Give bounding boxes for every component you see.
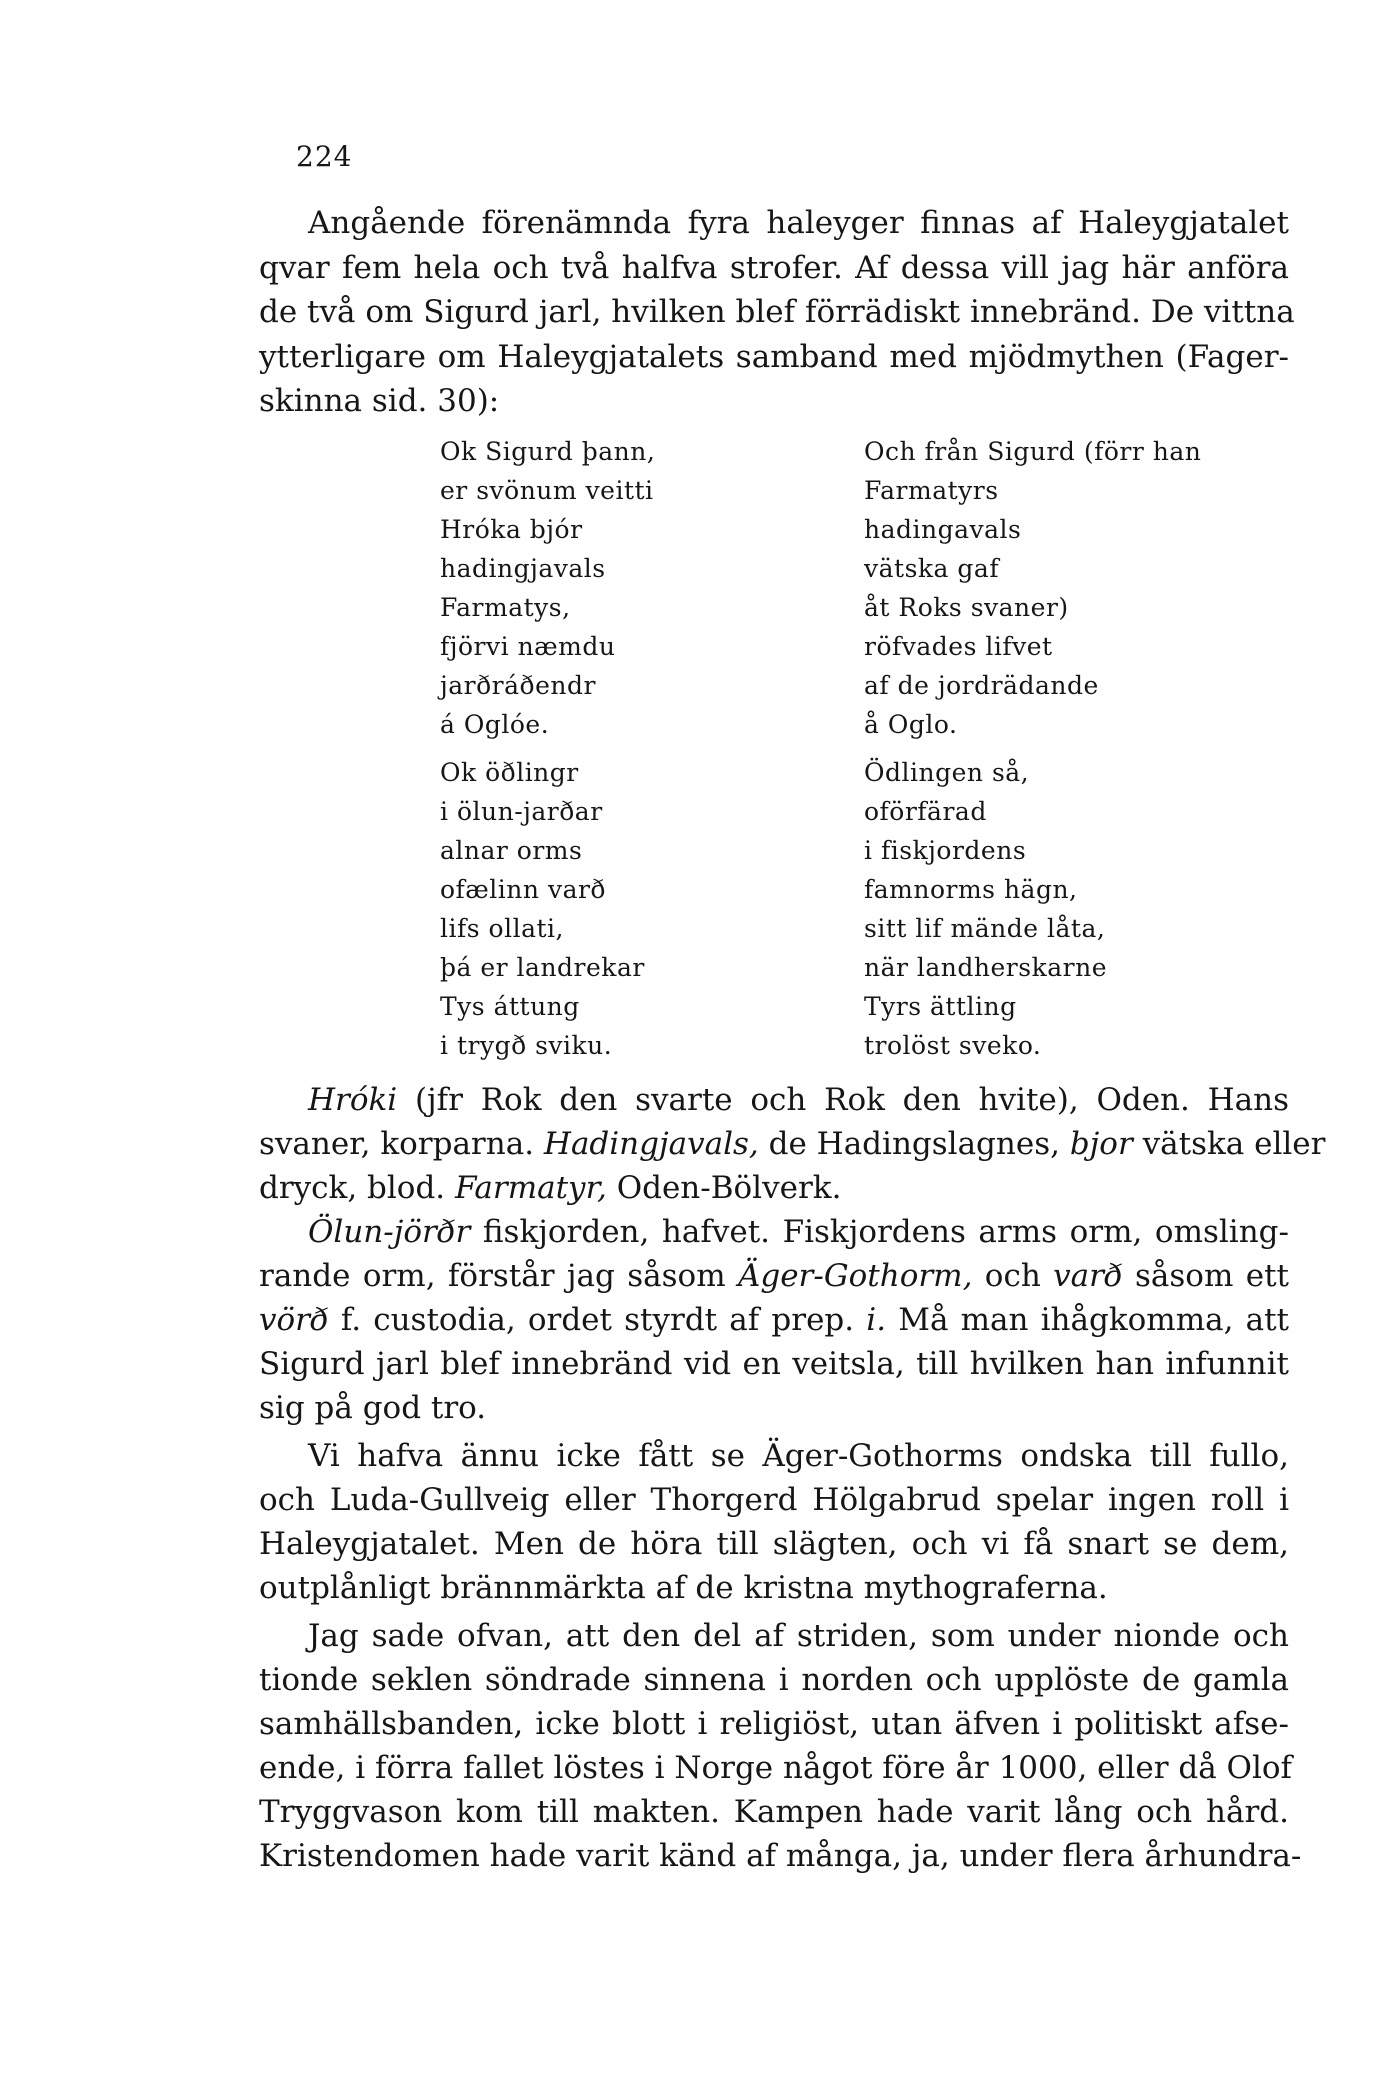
verse-line-swedish: hadingavals [864, 515, 1022, 544]
notes-text: såsom ett [1122, 1258, 1289, 1294]
notes-text: dryck, blod. [259, 1170, 456, 1206]
intro-line: Angående förenämnda fyra haleyger finnas af Haleygjatalet [308, 205, 1289, 241]
body-line: och Luda-Gullveig eller Thorgerd Hölgabrud spelar ingen roll i [259, 1482, 1289, 1518]
verse-line-swedish: röfvades lifvet [864, 632, 1053, 661]
verse-line-swedish: å Oglo. [864, 710, 958, 739]
verse-line-swedish: oförfärad [864, 797, 987, 826]
body-line: Kristendomen hade varit känd af många, ja, under flera århundra- [259, 1838, 1302, 1874]
verse-line-swedish: åt Roks svaner) [864, 593, 1069, 622]
verse-line-swedish: Tyrs ättling [864, 992, 1017, 1021]
notes-text: Må man ihågkomma, att [886, 1302, 1289, 1338]
body-line: Vi hafva ännu icke fått se Äger-Gothorms ondska till fullo, [308, 1438, 1289, 1474]
verse-line-norse: lifs ollati, [440, 914, 564, 943]
intro-line: ytterligare om Haleygjatalets samband med mjödmythen (Fager- [259, 339, 1289, 375]
notes-line: sig på god tro. [259, 1390, 487, 1426]
body-line: Tryggvason kom till makten. Kampen hade varit lång och hård. [259, 1794, 1289, 1830]
verse-line-norse: Ok öðlingr [440, 758, 579, 787]
verse-line-norse: i trygð sviku. [440, 1031, 613, 1060]
intro-line: qvar fem hela och två halfva strofer. Af dessa vill jag här anföra [259, 250, 1289, 286]
notes-term: Hróki [308, 1082, 398, 1118]
intro-line: de två om Sigurd jarl, hvilken blef förrädiskt innebränd. De vittna [259, 294, 1295, 330]
notes-line [259, 1170, 1289, 1206]
notes-text: rande orm, förstår jag såsom [259, 1258, 738, 1294]
notes-text: (jfr Rok den svarte och Rok den hvite), Oden. Hans [397, 1082, 1289, 1118]
body-line: Haleygjatalet. Men de höra till slägten, och vi få snart se dem, [259, 1526, 1289, 1562]
verse-line-swedish: famnorms hägn, [864, 875, 1078, 904]
notes-text: de Hadingslagnes, [758, 1126, 1070, 1162]
verse-line-norse: Hróka bjór [440, 515, 583, 544]
notes-text: svaner, korparna. [259, 1126, 544, 1162]
verse-line-swedish: Farmatyrs [864, 476, 999, 505]
notes-term: Farmatyr, [455, 1170, 607, 1206]
notes-line: Sigurd jarl blef innebränd vid en veitsla, till hvilken han infunnit [259, 1346, 1289, 1382]
verse-line-norse: ofælinn varð [440, 875, 606, 904]
notes-line [259, 1126, 1326, 1162]
verse-line-swedish: trolöst sveko. [864, 1031, 1042, 1060]
verse-line-norse: þá er landrekar [440, 953, 645, 982]
notes-term: bjor [1069, 1126, 1133, 1162]
verse-line-norse: er svönum veitti [440, 476, 654, 505]
page-number: 224 [296, 140, 353, 173]
verse-line-norse: i ölun-jarðar [440, 797, 603, 826]
body-line: outplånligt brännmärkta af de kristna mythograferna. [259, 1570, 1108, 1606]
notes-text: Oden-Bölverk. [606, 1170, 842, 1206]
verse-line-swedish: Och från Sigurd (förr han [864, 437, 1202, 466]
verse-line-norse: fjörvi næmdu [440, 632, 616, 661]
verse-line-swedish: när landherskarne [864, 953, 1107, 982]
verse-line-swedish: sitt lif mände låta, [864, 914, 1106, 943]
body-line: samhällsbanden, icke blott i religiöst, utan äfven i politiskt afse- [259, 1706, 1289, 1742]
notes-term: Äger-Gothorm, [737, 1258, 973, 1294]
notes-term: Ölun-jörðr [308, 1214, 471, 1250]
verse-line-norse: Tys áttung [440, 992, 580, 1021]
notes-term: Hadingjavals, [543, 1126, 759, 1162]
notes-term: i. [866, 1302, 887, 1338]
notes-text: och [972, 1258, 1054, 1294]
verse-line-swedish: Ödlingen så, [864, 758, 1030, 787]
verse-line-swedish: vätska gaf [864, 554, 1000, 583]
verse-line-norse: alnar orms [440, 836, 583, 865]
body-line: Jag sade ofvan, att den del af striden, som under nionde och [308, 1618, 1289, 1654]
verse-line-norse: hadingjavals [440, 554, 606, 583]
verse-line-norse: jarðráðendr [440, 671, 596, 700]
notes-text: vätska eller [1132, 1126, 1326, 1162]
verse-line-norse: Ok Sigurd þann, [440, 437, 656, 466]
notes-term: varð [1053, 1258, 1123, 1294]
notes-line [308, 1214, 1289, 1250]
verse-line-norse: á Oglóe. [440, 710, 550, 739]
notes-line [308, 1082, 1289, 1118]
notes-line [259, 1302, 1289, 1338]
verse-line-norse: Farmatys, [440, 593, 571, 622]
body-line: ende, i förra fallet löstes i Norge något före år 1000, eller då Olof [259, 1750, 1293, 1786]
intro-line: skinna sid. 30): [259, 383, 500, 419]
verse-line-swedish: i fiskjordens [864, 836, 1027, 865]
notes-line [259, 1258, 1289, 1294]
notes-text: f. custodia, ordet styrdt af prep. [328, 1302, 867, 1338]
notes-term: vörð [259, 1302, 329, 1338]
verse-line-swedish: af de jordrädande [864, 671, 1099, 700]
notes-text: fiskjorden, hafvet. Fiskjordens arms orm, omsling- [470, 1214, 1289, 1250]
body-line: tionde seklen söndrade sinnena i norden och upplöste de gamla [259, 1662, 1289, 1698]
